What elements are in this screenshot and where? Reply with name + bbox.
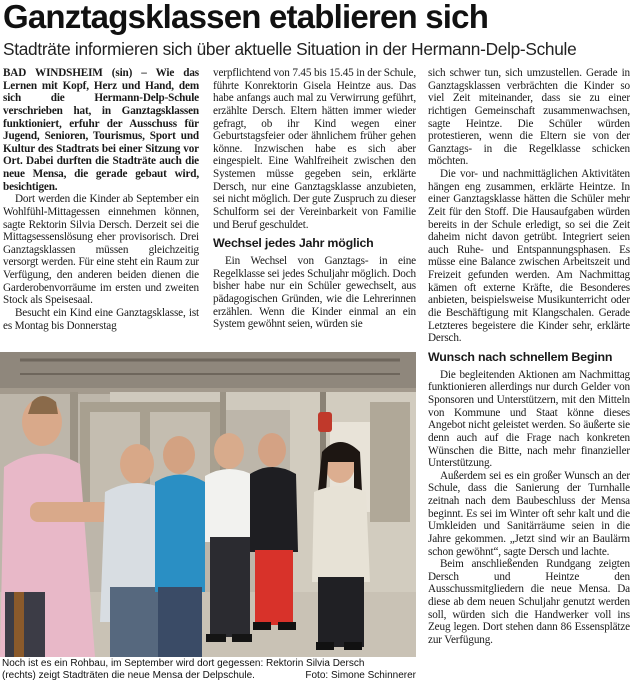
body-paragraph: verpflichtend von 7.45 bis 15.45 in der Schule, führte Konrektorin Gisela Heintze aus. Das habe anfangs auch mal zu Verwirrung geführt, erzählte Dersch. Eltern hätten immer wieder gefragt, ob ihr Kind wegen einer Geburtstagsfeier oder ähnlichem früher gehen könne. Inzwischen habe es sich aber eingespielt. Eine Wahlfreiheit zwischen den Systemen müsse gegeben sein, erklärte Dersch, nur eine Ganztagsklasse anzubieten, sei nicht möglich. Der gute Zuspruch zu dieser Schulform sei der Vereinbarkeit von Familie und Beruf geschuldet.: [213, 67, 416, 231]
body-paragraph: Dort werden die Kinder ab September ein Wohlfühl-Mittagessen einnehmen können, sagte Rektorin Silvia Dersch. Derzeit sei die Mittagsessenslösung eher provisorisch. Drei Ganztagsklassen müssen gleichzeitig versorgt werden. Für eine steht ein Raum zur Verfügung, den anderen beiden dienen die Garderobenvorräume im ersten und zweiten Stock als Speisesaal.: [3, 193, 199, 307]
section-heading: Wunsch nach schnellem Beginn: [428, 349, 613, 364]
body-paragraph: Außerdem sei es ein großer Wunsch an der Schule, dass die Sanierung der Turnhalle zeitnah nach dem Baubeschluss der Mensa beginnt. Es sei im Winter oft sehr kalt und die Umkleiden und Sanitärräume seien in die Jahre gekommen. „Jetzt sind wir an Baulärm schon gewöhnt“, sagte Dersch und lachte.: [428, 469, 630, 558]
body-paragraph: sich schwer tun, sich umzustellen. Gerade in Ganztagsklassen verbrächten die Kinder so viel Zeit miteinander, dass sie zu einer richtigen Gemeinschaft zusammenwachsen, sagte Heintze. Die Schüler würden protestieren, wenn die Eltern sie von der Ganztags- in die Regelklasse schicken möchten.: [428, 67, 630, 168]
body-paragraph: Die vor- und nachmittäglichen Aktivitäten hängen eng zusammen, erklärte Heintze. In einer Ganztagsklasse hätten die Schüler mehr Zeit für den Stoff. Die Hausaufgaben würden bereits in der Schule erledigt, so sei die Zeit daheim nicht davon getrübt. Integriert seien auch Ruhe- und Entspannungsphasen. Es müsse eine Balance zwischen Arbeitszeit und Freizeit gefunden werden. Am Nachmittag kämen oft externe Kräfte, die Besonderes anbieten, beispielsweise Musikunterricht oder die Beschäftigung mit Klangschalen. Gerade Letzteres begeistere die Kinder sehr, erklärte Dersch.: [428, 168, 630, 345]
photo-credit: Foto: Simone Schinnerer: [305, 670, 416, 682]
caption-line-2: (rechts) zeigt Stadträten die neue Mensa der Delpschule.: [2, 670, 255, 682]
text-column-3: [428, 67, 630, 683]
body-paragraph: Ein Wechsel von Ganztags- in eine Regelklasse sei jedes Schuljahr möglich. Doch bisher habe nur ein Schüler gewechselt, aus pädagogischen Gründen, wie die Lehrerinnen erzählen. Wenn die Kinder einmal an ein System gewöhnt seien, würden sie: [213, 255, 416, 331]
article-photo: [0, 352, 416, 657]
body-paragraph: Besucht ein Kind eine Ganztagsklasse, ist es Montag bis Donnerstag: [3, 306, 199, 332]
article-subheadline: Stadträte informieren sich über aktuelle Situation in der Hermann-Delp-Schule: [3, 39, 577, 59]
text-column-1: [3, 67, 199, 349]
body-paragraph: Die begleitenden Aktionen am Nachmittag funktionieren allerdings nur durch Gelder von Sponsoren und Unterstützern, mit den Mitteln von Kommune und Staat könne dieses Angebot nicht geleistet werden. So äußerte sie denn auch auf die Frage nach konkreten Wünschen die Bitte, nach mehr finanzieller Unterstützung.: [428, 368, 630, 470]
text-column-2: [213, 67, 416, 349]
section-heading: Wechsel jedes Jahr möglich: [213, 236, 374, 251]
lead-paragraph: BAD WINDSHEIM (sin) – Wie das Lernen mit Kopf, Herz und Hand, dem sich die Hermann-Delp-Schule verschrieben hat, in Ganztagsklassen funktioniert, erfuhr der Ausschuss für Jugend, Senioren, Tourismus, Sport und Kultur des Stadtrats bei einer Sitzung vor Ort. Dabei durften die Stadträte auch die neue Mensa, die gerade gebaut wird, besichtigen.: [3, 67, 199, 193]
caption-line-1: Noch ist es ein Rohbau, im September wird dort gegessen: Rektorin Silvia Dersch: [2, 658, 365, 669]
body-paragraph: Beim anschließenden Rundgang zeigten Dersch und Heintze den Ausschussmitgliedern die neue Mensa. Da diese ab dem neuen Schuljahr genutzt werden soll, würden sich die Handwerker voll ins Zeug legen. Dort stehen dann 86 Essensplätze zur Verfügung.: [428, 558, 630, 646]
photo-caption: [2, 658, 416, 683]
article-headline: Ganztagsklassen etablieren sich: [3, 0, 489, 35]
